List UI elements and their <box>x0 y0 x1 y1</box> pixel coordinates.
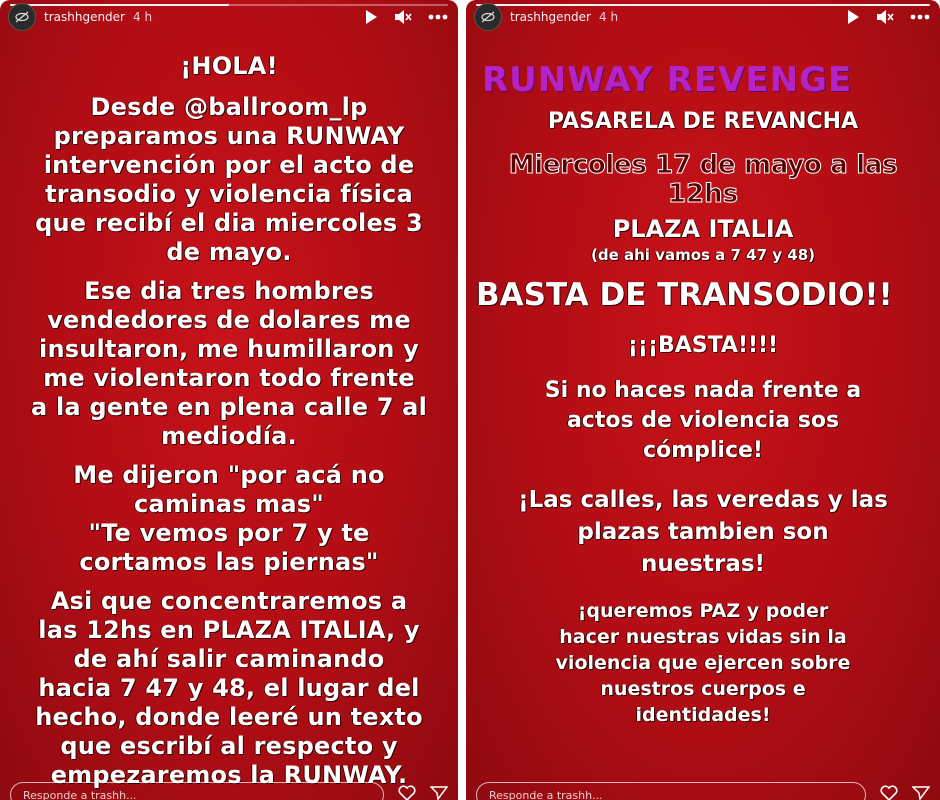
text-line: transodio y violencia física <box>45 180 413 208</box>
heart-icon[interactable] <box>880 785 898 800</box>
time-ago: 4 h <box>599 10 619 24</box>
send-icon[interactable] <box>912 785 930 800</box>
event-title: RUNWAY REVENGE <box>482 60 853 100</box>
text-line: empezaremos la RUNWAY. <box>50 761 408 789</box>
text-line: a la gente en plena calle 7 al <box>31 393 427 421</box>
event-place: PLAZA ITALIA <box>612 215 794 243</box>
play-icon[interactable] <box>846 9 860 25</box>
basta: ¡¡¡BASTA!!!! <box>627 333 779 358</box>
text-line: Ese dia tres hombres <box>84 277 374 305</box>
text-line: ¡queremos PAZ y poder <box>577 600 829 622</box>
text-line: hacia 7 47 y 48, el lugar del <box>38 674 420 702</box>
text-line: caminas mas" <box>134 490 324 518</box>
story-text <box>0 52 458 800</box>
text-line: plazas tambien son <box>577 519 829 545</box>
paragraph-quotes <box>0 461 458 577</box>
text-line: Desde @ballroom_lp <box>90 93 368 121</box>
text-line: insultaron, me humillaron y <box>39 335 419 363</box>
more-options-icon[interactable] <box>910 14 930 20</box>
mute-icon[interactable] <box>394 9 412 25</box>
text-line: hecho, donde leeré un texto <box>35 703 423 731</box>
send-icon[interactable] <box>430 785 448 800</box>
paragraph-intro <box>0 93 458 267</box>
text-line: identidades! <box>635 704 771 726</box>
greeting <box>0 52 458 81</box>
text-line: de mayo. <box>166 238 292 266</box>
time-ago: 4 h <box>133 10 153 24</box>
event-date: Miercoles 17 de mayo a las <box>508 150 898 180</box>
story-text <box>466 60 940 728</box>
reply-input[interactable]: Responde a trashh... <box>10 782 384 800</box>
text-line: nuestras! <box>640 551 766 577</box>
basta-transodio: BASTA DE TRANSODIO!! <box>476 277 893 313</box>
story-footer <box>466 776 940 800</box>
eye-slash-icon <box>14 9 30 25</box>
text-line: ¡HOLA! <box>180 52 278 80</box>
text-line: me violentaron todo frente <box>43 364 415 392</box>
text-line: actos de violencia sos <box>566 408 840 433</box>
text-line: las 12hs en PLAZA ITALIA, y <box>38 616 420 644</box>
eye-slash-icon <box>480 9 496 25</box>
text-line: que recibí el dia miercoles 3 <box>35 209 423 237</box>
complice-block <box>466 376 940 466</box>
mute-icon[interactable] <box>876 9 894 25</box>
story-footer <box>0 776 458 800</box>
text-line: hacer nuestras vidas sin la <box>559 626 847 648</box>
text-line: "Te vemos por 7 y te <box>88 519 370 547</box>
text-line: vendedores de dolares me <box>47 306 411 334</box>
text-line: nuestros cuerpos e <box>600 678 806 700</box>
story-left[interactable] <box>0 0 458 800</box>
event-subtitle: PASARELA DE REVANCHA <box>547 109 859 134</box>
text-line: cómplice! <box>643 438 763 463</box>
text-line: de ahí salir caminando <box>73 645 385 673</box>
story-header <box>8 4 448 30</box>
profile-avatar[interactable] <box>474 3 502 31</box>
paz-block <box>466 598 940 728</box>
reply-input[interactable]: Responde a trashh... <box>476 782 866 800</box>
event-time: 12hs <box>667 179 739 209</box>
text-line: violencia que ejercen sobre <box>555 652 851 674</box>
username[interactable]: trashhgender <box>44 10 125 24</box>
text-line: cortamos las piernas" <box>79 548 379 576</box>
username[interactable]: trashhgender <box>510 10 591 24</box>
more-options-icon[interactable] <box>428 14 448 20</box>
play-icon[interactable] <box>364 9 378 25</box>
story-header <box>474 4 930 30</box>
text-line: mediodía. <box>161 422 297 450</box>
story-right[interactable] <box>466 0 940 800</box>
heart-icon[interactable] <box>398 785 416 800</box>
text-line: que escribí al respecto y <box>60 732 398 760</box>
text-line: intervención por el acto de <box>43 151 415 179</box>
paragraph-plan <box>0 587 458 790</box>
text-line: ¡Las calles, las veredas y las <box>518 487 888 513</box>
text-line: preparamos una RUNWAY <box>53 122 405 150</box>
event-place-note: (de ahi vamos a 7 47 y 48) <box>591 246 815 264</box>
profile-avatar[interactable] <box>8 3 36 31</box>
calles-block <box>466 484 940 580</box>
paragraph-incident <box>0 277 458 451</box>
text-line: Me dijeron "por acá no <box>73 461 385 489</box>
text-line: Si no haces nada frente a <box>544 378 862 403</box>
text-line: Asi que concentraremos a <box>50 587 408 615</box>
